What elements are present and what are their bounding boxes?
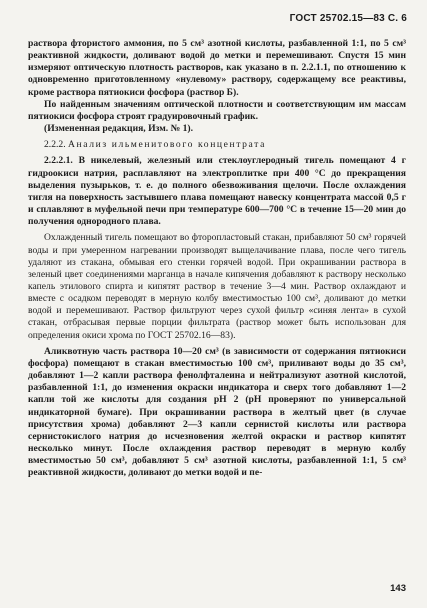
page-number: 143 xyxy=(390,583,406,594)
section-heading xyxy=(28,139,406,151)
section-title: Анализ ильменитового концентрата xyxy=(68,139,266,151)
section-number: 2.2.2. xyxy=(44,139,66,151)
amendment-note: (Измененная редакция, Изм. № 1). xyxy=(44,123,194,135)
paragraph-leaching: Охлажденный тигель помещают во фторопластовый стакан, прибавляют 50 см³ горячей воды и при умеренном нагревании производят выщелачивание плава, после чего тигель удаляют из стакана, обмывая его стенки горячей водой. При окрашивании раствора в зеленый цвет соединениями марганца в начале кипячения добавляют к раствору несколько капель этилового спирта и кипятят раствор в течение 3—4 мин. Раствор охлаждают и вместе с осадком переводят в мерную колбу вместимостью 100 см³, доливают до метки водой и перемешивают. Раствор фильтруют через сухой фильтр «синяя лента» в сухой стакан, отбрасывая первые порции фильтрата (раствор может быть использован для определения окиси хрома по ГОСТ 25702.16—83). xyxy=(28,232,406,341)
body-text xyxy=(28,38,406,479)
paragraph-calibration-graph: По найденным значениям оптической плотности и соответствующим им массам пятиокиси фосфора строят градуировочный график. xyxy=(28,98,406,122)
paragraph-continuation: раствора фтористого аммония, по 5 см³ азотной кислоты, разбавленной 1:1, по 5 см³ реактивной жидкости, доливают водой до метки и перемешивают. Спустя 15 мин измеряют оптическую плотность растворов, как указано в п. 2.2.1.1, по отношению к одновременно приготовленному «нулевому» раствору, содержащему все реактивы, кроме раствора пятиокиси фосфора (раствор Б). xyxy=(28,38,406,98)
paragraph-2-2-2-1: 2.2.2.1. В никелевый, железный или стеклоуглеродный тигель помещают 4 г гидроокиси натрия, расплавляют на электроплитке при 400 °С до прекращения выделения пузырьков, т. е. до полного обезвоживания щелочи. После охлаждения тигля на поверхность застывшего плава помещают навеску концентрата массой 0,5 г и сплавляют в муфельной печи при температуре 600—700 °С в течение 15—20 мин до получения однородного плава. xyxy=(28,155,406,228)
paragraph-aliquot: Аликвотную часть раствора 10—20 см³ (в зависимости от содержания пятиокиси фосфора) помещают в стакан вместимостью 100 см³, приливают воды до 35 см³, добавляют 1—2 капли раствора фенолфталеина и нейтрализуют азотной кислотой, разбавленной 1:1, до изменения окраски индикатора и сверх того добавляют 1—2 капли той же кислоты для создания pH 2 (pH проверяют по универсальной индикаторной бумаге). При окрашивании раствора в желтый цвет (в случае присутствия хрома) добавляют 2—3 капли сернистой кислоты или раствора сернистокислого натрия до исчезновения желтой окраски и раствор кипятят несколько минут. После охлаждения раствор переводят в мерную колбу вместимостью 50 см³, добавляют 5 см³ азотной кислоты, разбавленной 1:1, 5 см³ реактивной жидкости, доливают до метки водой и пе- xyxy=(28,345,406,479)
page-header: ГОСТ 25702.15—83 С. 6 xyxy=(289,13,407,24)
